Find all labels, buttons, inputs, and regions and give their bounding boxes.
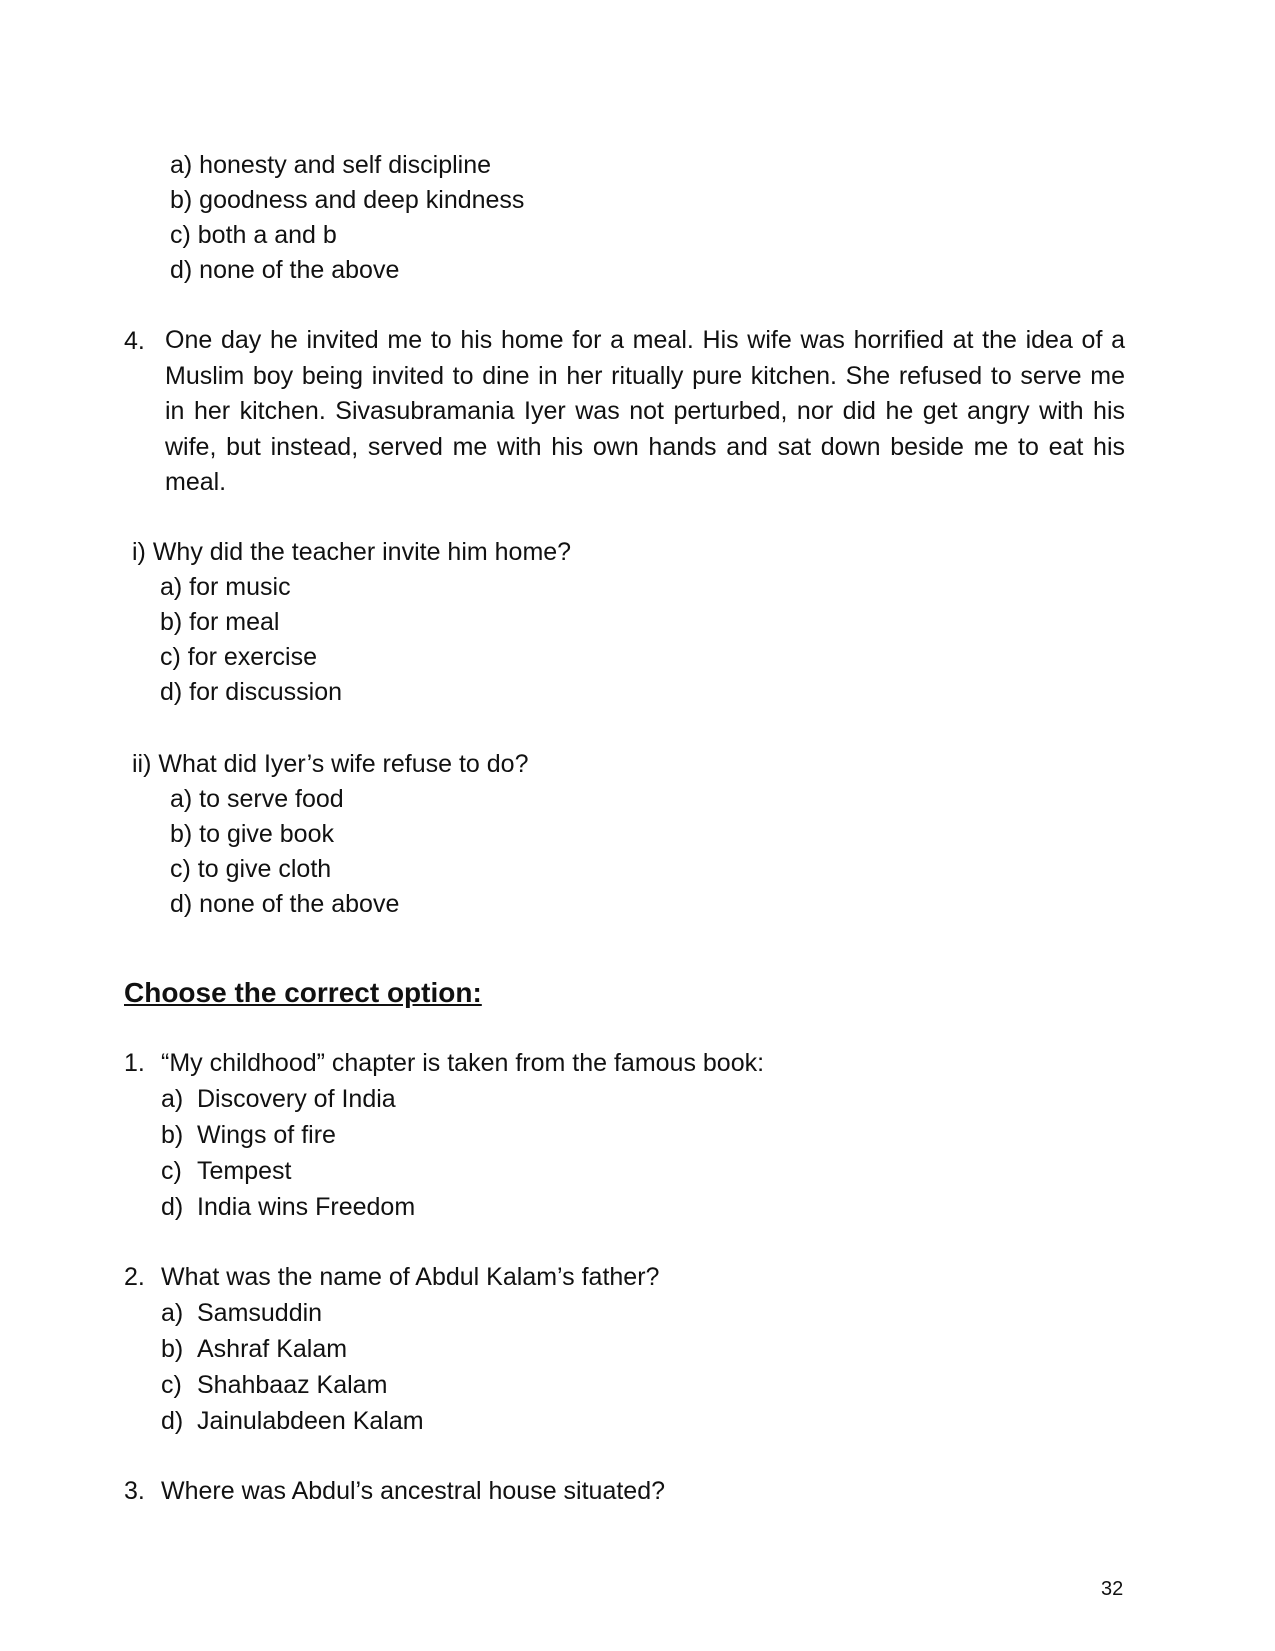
option-line [161, 1120, 336, 1150]
option-line: d) none of the above [170, 890, 400, 918]
option-line [161, 1192, 415, 1222]
option-text: Jainulabdeen Kalam [197, 1407, 424, 1435]
option-line [161, 1406, 424, 1436]
section-heading: Choose the correct option: [124, 977, 482, 1008]
option-label: a) [161, 1085, 184, 1113]
question-text: i) Why did the teacher invite him home? [132, 538, 572, 566]
option-label: c) [161, 1157, 182, 1185]
option-text: Shahbaaz Kalam [197, 1371, 388, 1399]
passage-number: 4. [124, 327, 145, 355]
option-text: Wings of fire [197, 1121, 336, 1149]
option-label: a) [161, 1299, 184, 1327]
option-line: b) goodness and deep kindness [170, 186, 525, 214]
question-number: 1. [124, 1049, 145, 1077]
option-text: Discovery of India [197, 1085, 396, 1113]
option-line: b) to give book [170, 820, 334, 848]
option-text: Samsuddin [197, 1299, 323, 1327]
option-label: d) [161, 1193, 184, 1221]
question-number: 3. [124, 1477, 145, 1505]
option-line: b) for meal [160, 608, 280, 636]
option-label: b) [161, 1121, 184, 1149]
option-line: a) for music [160, 573, 291, 601]
option-line: a) honesty and self discipline [170, 151, 492, 179]
option-line: c) both a and b [170, 221, 337, 249]
option-text: Ashraf Kalam [197, 1335, 348, 1363]
option-label: b) [161, 1335, 184, 1363]
option-line [161, 1334, 347, 1364]
option-line [161, 1156, 291, 1186]
question-text: Where was Abdul’s ancestral house situated? [161, 1477, 666, 1505]
option-label: d) [161, 1407, 184, 1435]
option-line [161, 1370, 387, 1400]
option-line: a) to serve food [170, 785, 344, 813]
option-line: d) none of the above [170, 256, 400, 284]
option-line [161, 1298, 322, 1328]
option-line: c) for exercise [160, 643, 317, 671]
option-text: Tempest [197, 1157, 292, 1185]
option-label: c) [161, 1371, 182, 1399]
option-line: d) for discussion [160, 678, 343, 706]
question-text: ii) What did Iyer’s wife refuse to do? [132, 750, 529, 778]
question-text: What was the name of Abdul Kalam’s father? [161, 1263, 660, 1291]
question-text: “My childhood” chapter is taken from the famous book: [161, 1049, 765, 1077]
option-line [161, 1084, 396, 1114]
passage-text: One day he invited me to his home for a meal. His wife was horrified at the idea of a Muslim boy being invited to dine in her ritually pure kitchen. She refused to serve me in her kitchen. Sivasubramania Iyer was not perturbed, nor did he get angry with his wife, but instead, served me with his own hands and sat down beside me to eat his meal. [165, 326, 1125, 496]
option-text: India wins Freedom [197, 1193, 416, 1221]
option-line: c) to give cloth [170, 855, 332, 883]
page-number: 32 [1101, 1578, 1124, 1600]
question-number: 2. [124, 1263, 145, 1291]
